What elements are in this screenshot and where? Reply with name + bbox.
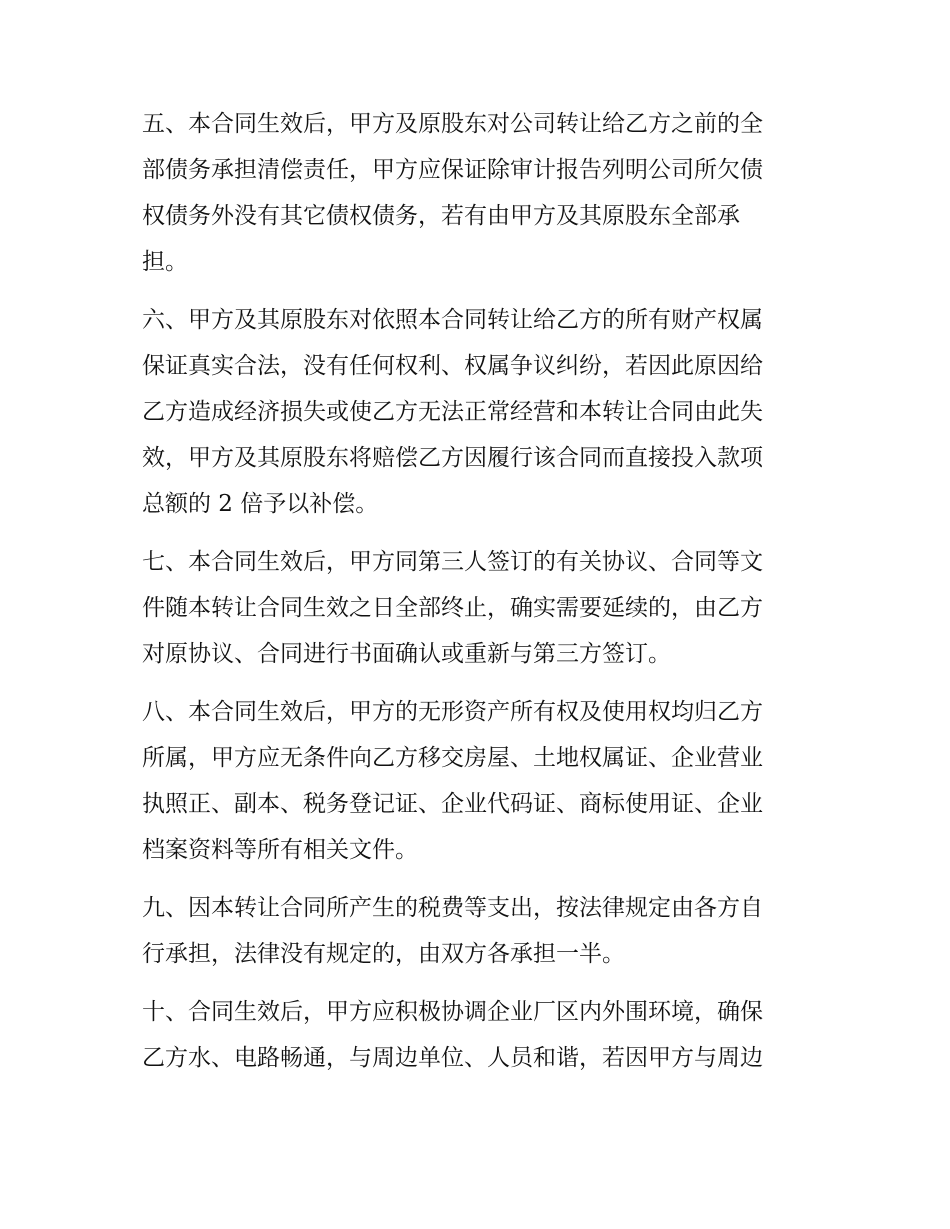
text-line: 档案资料等所有相关文件。 bbox=[142, 837, 418, 863]
text-line: 所属，甲方应无条件向乙方移交房屋、土地权属证、企业营业 bbox=[142, 745, 763, 771]
text-line: 件随本转让合同生效之日全部终止，确实需要延续的，由乙方 bbox=[142, 595, 763, 621]
text-line: 乙方造成经济损失或使乙方无法正常经营和本转让合同由此失 bbox=[142, 399, 763, 425]
text-line: 八、本合同生效后，甲方的无形资产所有权及使用权均归乙方 bbox=[142, 699, 763, 725]
text-line: 担。 bbox=[142, 249, 188, 275]
text-line: 九、因本转让合同所产生的税费等支出，按法律规定由各方自 bbox=[142, 895, 763, 921]
text-line: 总额的 2 倍予以补偿。 bbox=[142, 491, 379, 517]
text-line: 七、本合同生效后，甲方同第三人签订的有关协议、合同等文 bbox=[142, 549, 763, 575]
text-line: 执照正、副本、税务登记证、企业代码证、商标使用证、企业 bbox=[142, 791, 763, 817]
text-line: 行承担，法律没有规定的，由双方各承担一半。 bbox=[142, 941, 625, 967]
text-line: 效，甲方及其原股东将赔偿乙方因履行该合同而直接投入款项 bbox=[142, 445, 763, 471]
text-line: 保证真实合法，没有任何权利、权属争议纠纷，若因此原因给 bbox=[142, 353, 763, 379]
text-line: 六、甲方及其原股东对依照本合同转让给乙方的所有财产权属 bbox=[142, 307, 763, 333]
text-line: 十、合同生效后，甲方应积极协调企业厂区内外围环境，确保 bbox=[142, 999, 763, 1025]
text-line: 对原协议、合同进行书面确认或重新与第三方签订。 bbox=[142, 641, 671, 667]
text-line: 部债务承担清偿责任，甲方应保证除审计报告列明公司所欠债 bbox=[142, 157, 763, 183]
text-line: 五、本合同生效后，甲方及原股东对公司转让给乙方之前的全 bbox=[142, 111, 763, 137]
text-line: 乙方水、电路畅通，与周边单位、人员和谐，若因甲方与周边 bbox=[142, 1045, 763, 1071]
text-line: 权债务外没有其它债权债务，若有由甲方及其原股东全部承 bbox=[142, 203, 740, 229]
